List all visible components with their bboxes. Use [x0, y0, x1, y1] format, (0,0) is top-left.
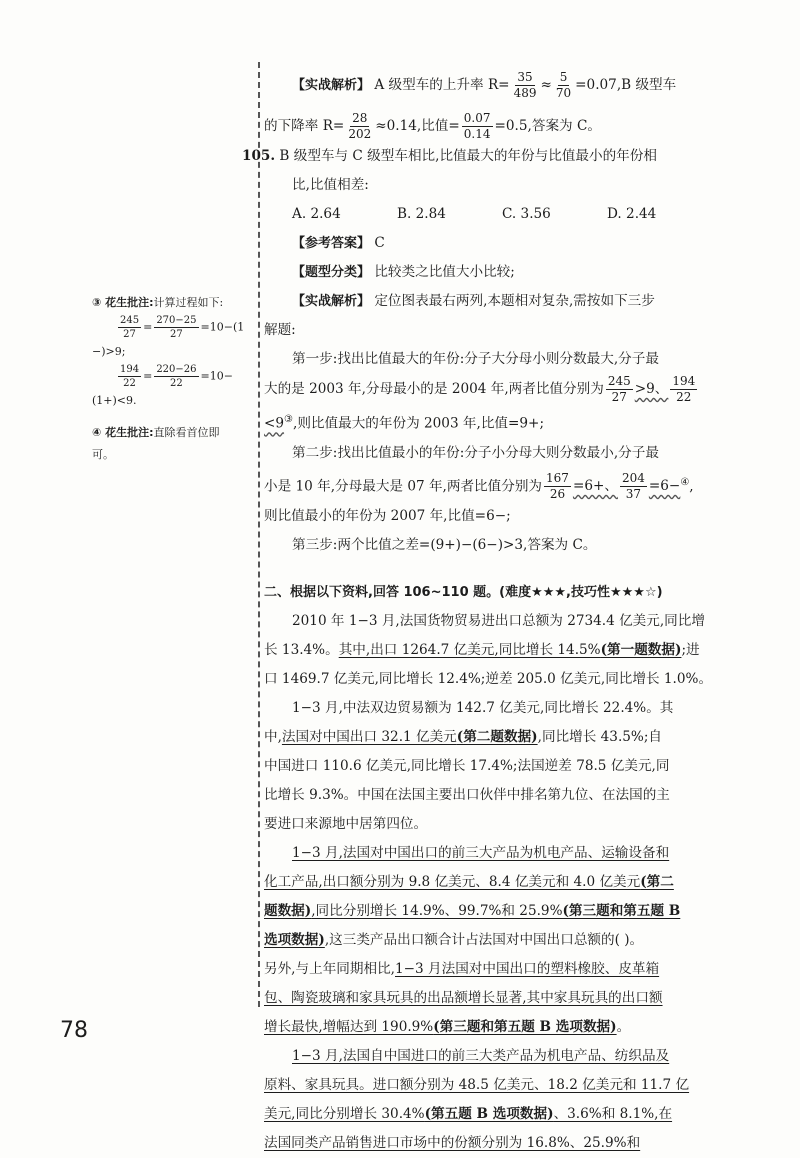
analysis-104-line2: 的下降率 R= $\frac{28}{202}$ ≈0.14,比值= $\frac{0.07}{0.14}$ =0.5,答案为 C。 — [264, 111, 601, 141]
option-a: A. 2.64 — [292, 206, 341, 222]
step1-line3: <9③,则比值最大的年份为 2003 年,比值=9+; — [264, 405, 738, 439]
para2-line2: 中,法国对中国出口 32.1 亿美元(第二题数据),同比增长 43.5%;自 — [264, 729, 662, 746]
note-4-label: ④ 花生批注: — [92, 426, 154, 439]
note-3: ③ 花生批注:计算过程如下: — [92, 296, 224, 309]
side-notes — [92, 292, 252, 466]
note-3-eq1: $\frac{245}{27}$ = $\frac{270-25}{27}$ =10−(1 — [120, 315, 245, 340]
option-b: B. 2.84 — [397, 206, 446, 222]
footnote-marker: ④ — [680, 476, 690, 488]
para3-line3: 题数据),同比分别增长 14.9%、99.7%和 25.9%(第三题和第五题 B — [264, 903, 681, 920]
main-column — [242, 70, 738, 1158]
para3-line5: 另外,与上年同期相比,1−3 月法国对中国出口的塑料橡胶、皮革箱 — [264, 961, 660, 978]
para4-line4: 法国同类产品销售进口市场中的份额分别为 16.8%、25.9%和 — [264, 1135, 641, 1152]
option-d: D. 2.44 — [607, 206, 657, 222]
para3-line6: 包、陶瓷玻璃和家具玩具的出品额增长显著,其中家具玩具的出口额 — [264, 990, 663, 1007]
fraction: $\frac{35}{489}$ — [513, 70, 537, 100]
fraction: $\frac{204}{37}$ — [621, 471, 645, 502]
fraction: $\frac{270-25}{27}$ — [156, 315, 197, 340]
para3-line1: 1−3 月,法国对中国出口的前三大产品为机电产品、运输设备和 — [292, 845, 670, 862]
para1-line3: 口 1469.7 亿美元,同比增长 12.4%;逆差 205.0 亿美元,同比增长 1.0%。 — [264, 671, 713, 688]
option-c: C. 3.56 — [502, 206, 551, 222]
fraction: $\frac{194}{22}$ — [672, 374, 696, 404]
step1-line2: 大的是 2003 年,分母最小的是 2004 年,两者比值分别为 $\frac{245}{27}$ >9、 $\frac{194}{22}$ — [264, 374, 696, 404]
section-2-title: 二、根据以下资料,回答 106~110 题。(难度★★★,技巧性★★★☆) — [264, 585, 663, 601]
para1-line2: 长 13.4%。其中,出口 1264.7 亿美元,同比增长 14.5%(第一题数据);进 — [264, 642, 700, 659]
fraction: $\frac{194}{22}$ — [120, 364, 140, 389]
step3: 第三步:两个比值之差=(9+)−(6−)>3,答案为 C。 — [292, 537, 597, 554]
question-105-stem-cont: 比,比值相差: — [292, 177, 369, 193]
para3-line2: 化工产品,出口额分别为 9.8 亿美元、8.4 亿美元和 4.0 亿美元(第二 — [264, 874, 674, 891]
fraction: $\frac{5}{70}$ — [555, 70, 572, 100]
para3-line7: 增长最快,增幅达到 190.9%(第三题和第五题 B 选项数据)。 — [264, 1019, 631, 1036]
step1-line1: 第一步:找出比值最大的年份:分子大分母小则分数最大,分子最 — [292, 351, 659, 367]
fraction: $\frac{245}{27}$ — [607, 374, 631, 404]
note-4-cont: 可。 — [92, 448, 114, 461]
question-105-stem: 105. B 级型车与 C 级型车相比,比值最大的年份与比值最小的年份相 — [242, 148, 657, 164]
note-3-label: ③ 花生批注: — [92, 296, 154, 309]
para4-line3: 美元,同比分别增长 30.4%(第五题 B 选项数据)、3.6%和 8.1%,在 — [264, 1106, 673, 1123]
para3-line4: 选项数据),这三类产品出口额合计占法国对中国出口总额的( )。 — [264, 932, 644, 949]
footnote-marker: ③ — [284, 414, 294, 425]
step2-line3: 则比值最小的年份为 2007 年,比值=6−; — [264, 508, 511, 525]
fraction: $\frac{0.07}{0.14}$ — [463, 111, 491, 141]
fraction: $\frac{28}{202}$ — [348, 111, 372, 141]
fraction: $\frac{167}{26}$ — [546, 471, 569, 502]
type-105: 【题型分类】 比较类之比值大小比较; — [292, 264, 515, 280]
question-105-options — [264, 200, 738, 229]
note-3-eq2: $\frac{194}{22}$ = $\frac{220-26}{22}$ =10− — [120, 364, 233, 389]
para2-line1: 1−3 月,中法双边贸易额为 142.7 亿美元,同比增长 22.4%。其 — [292, 700, 674, 717]
para4-line1: 1−3 月,法国自中国进口的前三大类产品为机电产品、纺织品及 — [292, 1048, 670, 1065]
analysis-105: 【实战解析】 定位图表最右两列,本题相对复杂,需按如下三步 — [292, 293, 655, 309]
page-number: 78 — [60, 1018, 88, 1043]
note-3-cont: −)>9; — [92, 345, 126, 358]
note-3-cont2: (1+)<9. — [92, 394, 137, 407]
answer-105: 【参考答案】 C — [292, 235, 385, 251]
fraction: $\frac{245}{27}$ — [120, 315, 140, 340]
para2-line4: 比增长 9.3%。中国在法国主要出口伙伴中排名第九位、在法国的主 — [264, 787, 670, 804]
note-4: ④ 花生批注:直除看首位即 — [92, 426, 220, 439]
step2-line1: 第二步:找出比值最小的年份:分子小分母大则分数最小,分子最 — [292, 444, 659, 461]
para2-line3: 中国进口 110.6 亿美元,同比增长 17.4%;法国逆差 78.5 亿美元,同 — [264, 758, 670, 775]
para4-line2: 原料、家具玩具。进口额分别为 48.5 亿美元、18.2 亿美元和 11.7 亿 — [264, 1077, 690, 1094]
step2-line2: 小是 10 年,分母最大是 07 年,两者比值分别为 $\frac{167}{26}$ =6+、 $\frac{204}{37}$ =6−④, — [264, 468, 738, 503]
para2-line5: 要进口来源地中居第四位。 — [264, 816, 428, 833]
analysis-105-cont: 解题: — [264, 322, 296, 338]
analysis-104-line1: 【实战解析】 A 级型车的上升率 R= $\frac{35}{489}$ ≈ $\frac{5}{70}$ =0.07,B 级型车 — [292, 70, 677, 100]
para1-line1: 2010 年 1−3 月,法国货物贸易进出口总额为 2734.4 亿美元,同比增 — [292, 613, 705, 630]
fraction: $\frac{220-26}{22}$ — [156, 364, 197, 389]
margin-divider — [258, 62, 260, 1007]
